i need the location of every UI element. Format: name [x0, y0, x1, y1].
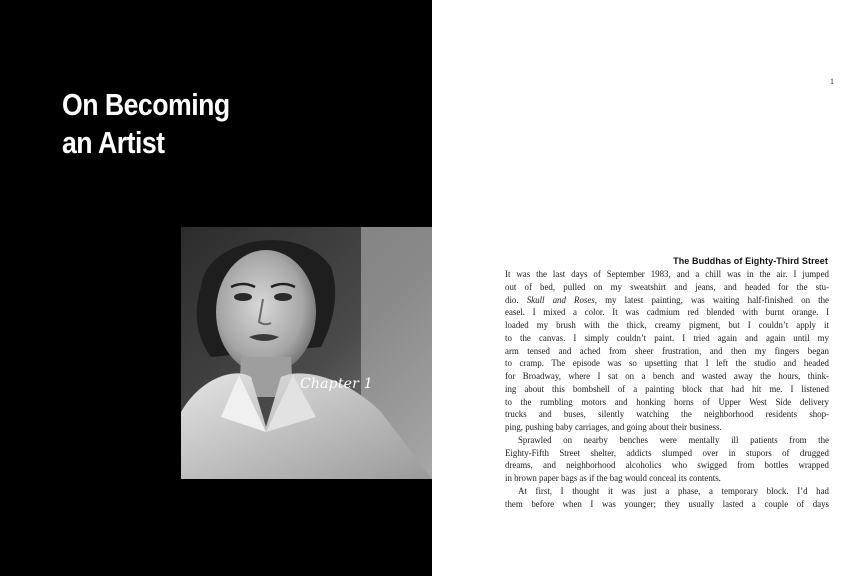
text-line: trucks and buses, silently watching the neighborhood residents shop-	[505, 409, 829, 420]
text-line: arm tensed and ached from sheer frustration, and then my fingers began	[505, 345, 829, 356]
text-line: It was the last days of September 1983, and a chill was in the air. I jumped	[505, 269, 829, 279]
page-number: 1	[830, 77, 834, 86]
text-line: out of bed, pulled on my sweatshirt and jeans, and headed for the stu-	[505, 281, 829, 292]
text-line: in brown paper bags as if the bag would conceal its contents.	[505, 473, 721, 483]
section-heading: The Buddhas of Eighty-Third Street	[673, 256, 828, 266]
chapter-title-line-2: an Artist	[62, 125, 165, 160]
chapter-title	[62, 86, 230, 162]
text-line: dreams, and neighborhood alcoholics who swigged from bottles wrapped	[505, 460, 829, 471]
text-line: dio. Skull and Roses, my latest painting, was waiting half-finished on the	[505, 294, 829, 305]
text-line: loaded my brush with the thick, creamy pigment, but I couldn’t apply it	[505, 320, 829, 330]
portrait-photo	[181, 227, 432, 479]
text-line: them before when I was younger; they usually lasted a couple of days	[505, 498, 829, 509]
painting-title: Skull and Roses	[526, 294, 595, 305]
chapter-title-line-1: On Becoming	[62, 87, 230, 122]
body-text	[505, 268, 829, 510]
text-line: Sprawled on nearby benches were mentally ill patients from the	[518, 434, 829, 445]
text-line: ing about this bombshell of a painting block that had hit me. I listened	[505, 383, 829, 394]
portrait-illustration	[181, 227, 432, 479]
text-line: for Broadway, where I sat on a bench and wasted away the hours, think-	[505, 371, 829, 381]
text-line: At first, I thought it was just a phase, a temporary block. I’d had	[518, 485, 829, 496]
text-line: Eighty-Fifth Street shelter, addicts slumped over in stupors of drugged	[505, 447, 829, 458]
text-line: ping, pushing baby carriages, and going about their business.	[505, 422, 722, 432]
text-line: to the canvas. I simply couldn’t paint. I tried again and again until my	[505, 332, 829, 343]
text-line: to cramp. The episode was so upsetting that I left the studio and headed	[505, 358, 829, 369]
text-line: to the rumbling motors and honking horns of Upper West Side delivery	[505, 396, 829, 407]
text-line: easel. I mixed a color. It was cadmium red blended with burnt orange. I	[505, 307, 829, 318]
chapter-label: Chapter 1	[300, 376, 373, 392]
